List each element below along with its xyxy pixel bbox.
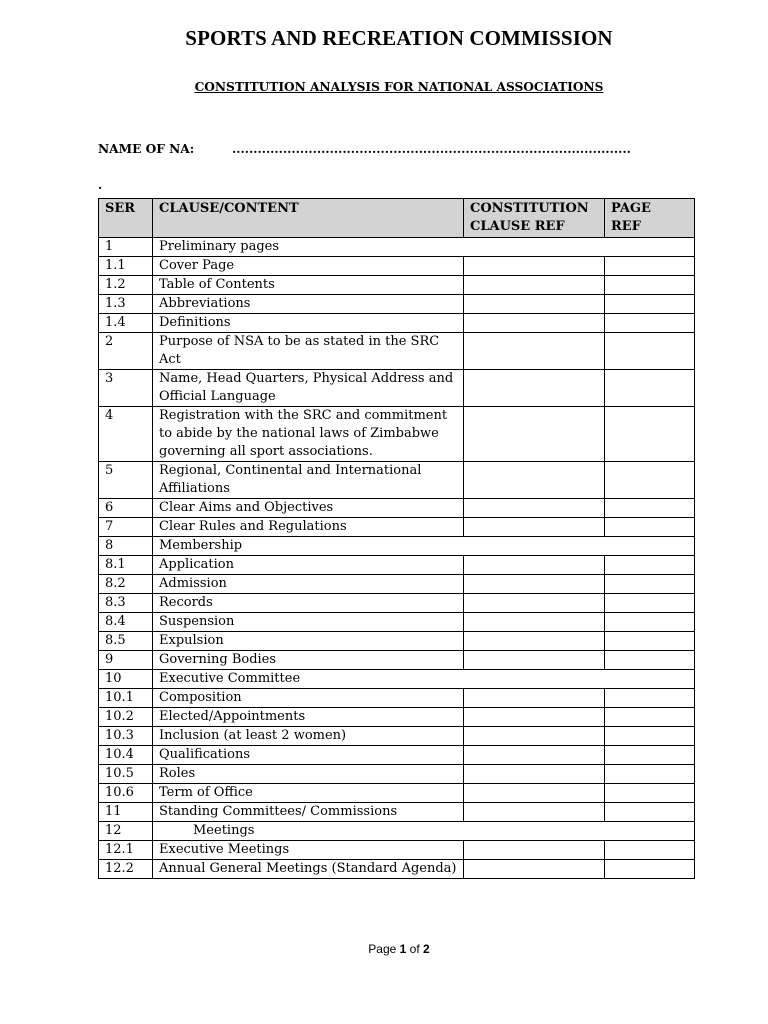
- cell-page-ref[interactable]: [605, 333, 695, 370]
- cell-clause-content: Application: [153, 556, 464, 575]
- table-header-row: [99, 199, 695, 238]
- cell-page-ref[interactable]: [605, 765, 695, 784]
- cell-clause-content: Roles: [153, 765, 464, 784]
- cell-page-ref[interactable]: [605, 594, 695, 613]
- document-subtitle: CONSTITUTION ANALYSIS FOR NATIONAL ASSOCIATIONS: [194, 80, 604, 94]
- cell-constitution-clause-ref[interactable]: [464, 295, 605, 314]
- cell-constitution-clause-ref[interactable]: [464, 594, 605, 613]
- table-row: [99, 537, 695, 556]
- cell-ser: 10.2: [99, 708, 153, 727]
- cell-page-ref[interactable]: [605, 370, 695, 407]
- cell-clause-content: Meetings: [153, 822, 695, 841]
- table-row: [99, 314, 695, 333]
- cell-ser: 10.3: [99, 727, 153, 746]
- cell-page-ref[interactable]: [605, 803, 695, 822]
- cell-constitution-clause-ref[interactable]: [464, 746, 605, 765]
- cell-page-ref[interactable]: [605, 651, 695, 670]
- page-footer: Page 1 of 2: [368, 942, 430, 956]
- header-clause-content: CLAUSE/CONTENT: [153, 199, 464, 238]
- document-title: SPORTS AND RECREATION COMMISSION: [185, 26, 613, 50]
- cell-clause-content: Expulsion: [153, 632, 464, 651]
- cell-clause-content: Executive Committee: [153, 670, 695, 689]
- cell-clause-content: Inclusion (at least 2 women): [153, 727, 464, 746]
- cell-constitution-clause-ref[interactable]: [464, 370, 605, 407]
- cell-clause-content: Composition: [153, 689, 464, 708]
- cell-clause-content: Regional, Continental and International Affiliations: [153, 462, 464, 499]
- header-page-ref: PAGE REF: [605, 199, 695, 238]
- table-row: [99, 860, 695, 879]
- table-row: [99, 499, 695, 518]
- table-row: [99, 257, 695, 276]
- cell-page-ref[interactable]: [605, 556, 695, 575]
- cell-ser: 1.2: [99, 276, 153, 295]
- cell-page-ref[interactable]: [605, 746, 695, 765]
- cell-ser: 4: [99, 407, 153, 462]
- table-row: [99, 727, 695, 746]
- cell-constitution-clause-ref[interactable]: [464, 333, 605, 370]
- cell-constitution-clause-ref[interactable]: [464, 708, 605, 727]
- cell-ser: 8.3: [99, 594, 153, 613]
- cell-ser: 8: [99, 537, 153, 556]
- cell-clause-content: Registration with the SRC and commitment to abide by the national laws of Zimbabwe governing all sport associations.: [153, 407, 464, 462]
- cell-page-ref[interactable]: [605, 841, 695, 860]
- cell-clause-content: Qualifications: [153, 746, 464, 765]
- cell-ser: 10.1: [99, 689, 153, 708]
- name-of-na-label: NAME OF NA:: [98, 142, 195, 156]
- cell-page-ref[interactable]: [605, 518, 695, 537]
- cell-page-ref[interactable]: [605, 257, 695, 276]
- cell-ser: 8.5: [99, 632, 153, 651]
- cell-clause-content: Name, Head Quarters, Physical Address and Official Language: [153, 370, 464, 407]
- cell-clause-content: Admission: [153, 575, 464, 594]
- cell-constitution-clause-ref[interactable]: [464, 518, 605, 537]
- table-row: [99, 295, 695, 314]
- table-row: [99, 803, 695, 822]
- cell-ser: 2: [99, 333, 153, 370]
- cell-clause-content: Table of Contents: [153, 276, 464, 295]
- cell-constitution-clause-ref[interactable]: [464, 575, 605, 594]
- header-ser: SER: [99, 199, 153, 238]
- cell-ser: 7: [99, 518, 153, 537]
- cell-clause-content: Cover Page: [153, 257, 464, 276]
- table-row: [99, 689, 695, 708]
- cell-page-ref[interactable]: [605, 276, 695, 295]
- cell-page-ref[interactable]: [605, 407, 695, 462]
- table-row: [99, 370, 695, 407]
- table-row: [99, 407, 695, 462]
- cell-ser: 1.4: [99, 314, 153, 333]
- cell-clause-content: Standing Committees/ Commissions: [153, 803, 464, 822]
- table-body: [99, 238, 695, 879]
- cell-clause-content: Preliminary pages: [153, 238, 695, 257]
- cell-constitution-clause-ref[interactable]: [464, 407, 605, 462]
- cell-ser: 10.5: [99, 765, 153, 784]
- cell-constitution-clause-ref[interactable]: [464, 276, 605, 295]
- cell-clause-content: Governing Bodies: [153, 651, 464, 670]
- table-row: [99, 238, 695, 257]
- cell-ser: 11: [99, 803, 153, 822]
- constitution-analysis-table: [98, 198, 695, 879]
- table-row: [99, 556, 695, 575]
- table-row: [99, 765, 695, 784]
- cell-ser: 8.1: [99, 556, 153, 575]
- cell-ser: 9: [99, 651, 153, 670]
- cell-ser: 10.4: [99, 746, 153, 765]
- header-constitution-clause-ref: CONSTITUTION CLAUSE REF: [464, 199, 605, 238]
- table-row: [99, 746, 695, 765]
- table-row: [99, 841, 695, 860]
- cell-ser: 10: [99, 670, 153, 689]
- table-row: [99, 575, 695, 594]
- table-row: [99, 462, 695, 499]
- cell-ser: 6: [99, 499, 153, 518]
- cell-constitution-clause-ref[interactable]: [464, 860, 605, 879]
- cell-page-ref[interactable]: [605, 575, 695, 594]
- cell-clause-content: Elected/Appointments: [153, 708, 464, 727]
- cell-page-ref[interactable]: [605, 860, 695, 879]
- cell-ser: 8.4: [99, 613, 153, 632]
- table-row: [99, 670, 695, 689]
- table-row: [99, 613, 695, 632]
- cell-clause-content: Purpose of NSA to be as stated in the SRC Act: [153, 333, 464, 370]
- table-row: [99, 276, 695, 295]
- cell-clause-content: Membership: [153, 537, 695, 556]
- cell-clause-content: Clear Rules and Regulations: [153, 518, 464, 537]
- cell-constitution-clause-ref[interactable]: [464, 257, 605, 276]
- cell-page-ref[interactable]: [605, 784, 695, 803]
- table-row: [99, 594, 695, 613]
- table-row: [99, 651, 695, 670]
- cell-page-ref[interactable]: [605, 613, 695, 632]
- cell-ser: 3: [99, 370, 153, 407]
- cell-ser: 12: [99, 822, 153, 841]
- table-row: [99, 784, 695, 803]
- cell-constitution-clause-ref[interactable]: [464, 841, 605, 860]
- cell-ser: 1.1: [99, 257, 153, 276]
- cell-clause-content: Definitions: [153, 314, 464, 333]
- table-row: [99, 822, 695, 841]
- cell-constitution-clause-ref[interactable]: [464, 314, 605, 333]
- cell-ser: 1: [99, 238, 153, 257]
- cell-clause-content: Annual General Meetings (Standard Agenda): [153, 860, 464, 879]
- cell-constitution-clause-ref[interactable]: [464, 613, 605, 632]
- cell-constitution-clause-ref[interactable]: [464, 632, 605, 651]
- cell-page-ref[interactable]: [605, 314, 695, 333]
- cell-clause-content: Records: [153, 594, 464, 613]
- cell-clause-content: Suspension: [153, 613, 464, 632]
- table-row: [99, 518, 695, 537]
- cell-ser: 10.6: [99, 784, 153, 803]
- stray-dot: .: [98, 178, 103, 192]
- table-row: [99, 333, 695, 370]
- cell-ser: 12.2: [99, 860, 153, 879]
- table-row: [99, 632, 695, 651]
- cell-page-ref[interactable]: [605, 727, 695, 746]
- cell-ser: 12.1: [99, 841, 153, 860]
- cell-ser: 1.3: [99, 295, 153, 314]
- cell-page-ref[interactable]: [605, 708, 695, 727]
- cell-constitution-clause-ref[interactable]: [464, 689, 605, 708]
- cell-clause-content: Clear Aims and Objectives: [153, 499, 464, 518]
- cell-page-ref[interactable]: [605, 462, 695, 499]
- cell-ser: 8.2: [99, 575, 153, 594]
- cell-constitution-clause-ref[interactable]: [464, 727, 605, 746]
- cell-constitution-clause-ref[interactable]: [464, 803, 605, 822]
- cell-constitution-clause-ref[interactable]: [464, 784, 605, 803]
- cell-page-ref[interactable]: [605, 689, 695, 708]
- cell-clause-content: Abbreviations: [153, 295, 464, 314]
- name-of-na-dotted-line: ..............................................................................................: [232, 142, 631, 156]
- cell-constitution-clause-ref[interactable]: [464, 462, 605, 499]
- cell-page-ref[interactable]: [605, 295, 695, 314]
- cell-ser: 5: [99, 462, 153, 499]
- cell-clause-content: Term of Office: [153, 784, 464, 803]
- cell-constitution-clause-ref[interactable]: [464, 499, 605, 518]
- cell-page-ref[interactable]: [605, 632, 695, 651]
- cell-constitution-clause-ref[interactable]: [464, 651, 605, 670]
- cell-constitution-clause-ref[interactable]: [464, 556, 605, 575]
- cell-page-ref[interactable]: [605, 499, 695, 518]
- cell-clause-content: Executive Meetings: [153, 841, 464, 860]
- table-row: [99, 708, 695, 727]
- cell-constitution-clause-ref[interactable]: [464, 765, 605, 784]
